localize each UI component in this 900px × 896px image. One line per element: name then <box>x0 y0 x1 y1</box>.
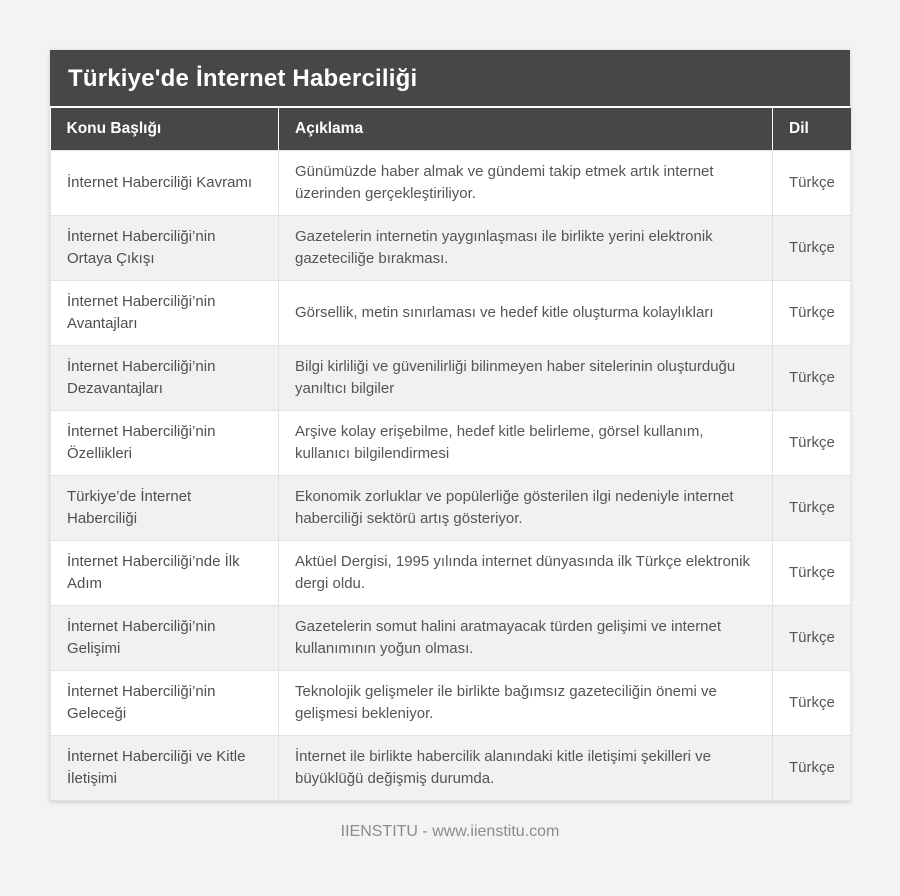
column-header: Konu Başlığı <box>51 108 279 150</box>
description-cell: Gazetelerin somut halini aratmayacak türden gelişimi ve internet kullanımının yoğun olması. <box>279 605 773 670</box>
topic-cell: Türkiye’de İnternet Haberciliği <box>51 475 279 540</box>
language-cell: Türkçe <box>773 150 851 215</box>
language-cell: Türkçe <box>773 475 851 540</box>
description-cell: Teknolojik gelişmeler ile birlikte bağımsız gazeteciliğin önemi ve gelişmesi bekleniyor. <box>279 670 773 735</box>
description-cell: Bilgi kirliliği ve güvenilirliği bilinmeyen haber sitelerinin oluşturduğu yanıltıcı bilgiler <box>279 345 773 410</box>
table-header-row <box>51 108 851 150</box>
language-cell: Türkçe <box>773 670 851 735</box>
table-row <box>51 150 851 215</box>
page-title: Türkiye'de İnternet Haberciliği <box>50 50 850 108</box>
column-header: Açıklama <box>279 108 773 150</box>
description-cell: Günümüzde haber almak ve gündemi takip etmek artık internet üzerinden gerçekleştiriliyor. <box>279 150 773 215</box>
topic-cell: İnternet Haberciliği’nin Gelişimi <box>51 605 279 670</box>
table-row <box>51 215 851 280</box>
language-cell: Türkçe <box>773 735 851 800</box>
description-cell: İnternet ile birlikte habercilik alanındaki kitle iletişimi şekilleri ve büyüklüğü değişmiş durumda. <box>279 735 773 800</box>
footer-credit: IIENSTITU - www.iienstitu.com <box>340 822 560 840</box>
topic-cell: İnternet Haberciliği’nin Özellikleri <box>51 410 279 475</box>
language-cell: Türkçe <box>773 410 851 475</box>
description-cell: Arşive kolay erişebilme, hedef kitle belirleme, görsel kullanım, kullanıcı bilgilendirmesi <box>279 410 773 475</box>
topics-table <box>50 108 851 801</box>
description-cell: Gazetelerin internetin yaygınlaşması ile birlikte yerini elektronik gazeteciliğe bırakması. <box>279 215 773 280</box>
language-cell: Türkçe <box>773 215 851 280</box>
description-cell: Ekonomik zorluklar ve popülerliğe gösterilen ilgi nedeniyle internet haberciliği sektörü artış gösteriyor. <box>279 475 773 540</box>
table-row <box>51 670 851 735</box>
table-row <box>51 475 851 540</box>
table-row <box>51 540 851 605</box>
table-row <box>51 735 851 800</box>
language-cell: Türkçe <box>773 540 851 605</box>
language-cell: Türkçe <box>773 605 851 670</box>
table-row <box>51 345 851 410</box>
language-cell: Türkçe <box>773 345 851 410</box>
column-header: Dil <box>773 108 851 150</box>
topic-cell: İnternet Haberciliği’nin Geleceği <box>51 670 279 735</box>
table-header <box>51 108 851 150</box>
description-cell: Aktüel Dergisi, 1995 yılında internet dünyasında ilk Türkçe elektronik dergi oldu. <box>279 540 773 605</box>
topic-cell: İnternet Haberciliği’nde İlk Adım <box>51 540 279 605</box>
content-card <box>50 50 850 801</box>
table-row <box>51 605 851 670</box>
table-body <box>51 150 851 800</box>
description-cell: Görsellik, metin sınırlaması ve hedef kitle oluşturma kolaylıkları <box>279 280 773 345</box>
topic-cell: İnternet Haberciliği’nin Dezavantajları <box>51 345 279 410</box>
topic-cell: İnternet Haberciliği’nin Ortaya Çıkışı <box>51 215 279 280</box>
language-cell: Türkçe <box>773 280 851 345</box>
topic-cell: İnternet Haberciliği Kavramı <box>51 150 279 215</box>
topic-cell: İnternet Haberciliği ve Kitle İletişimi <box>51 735 279 800</box>
table-row <box>51 410 851 475</box>
table-row <box>51 280 851 345</box>
topic-cell: İnternet Haberciliği’nin Avantajları <box>51 280 279 345</box>
